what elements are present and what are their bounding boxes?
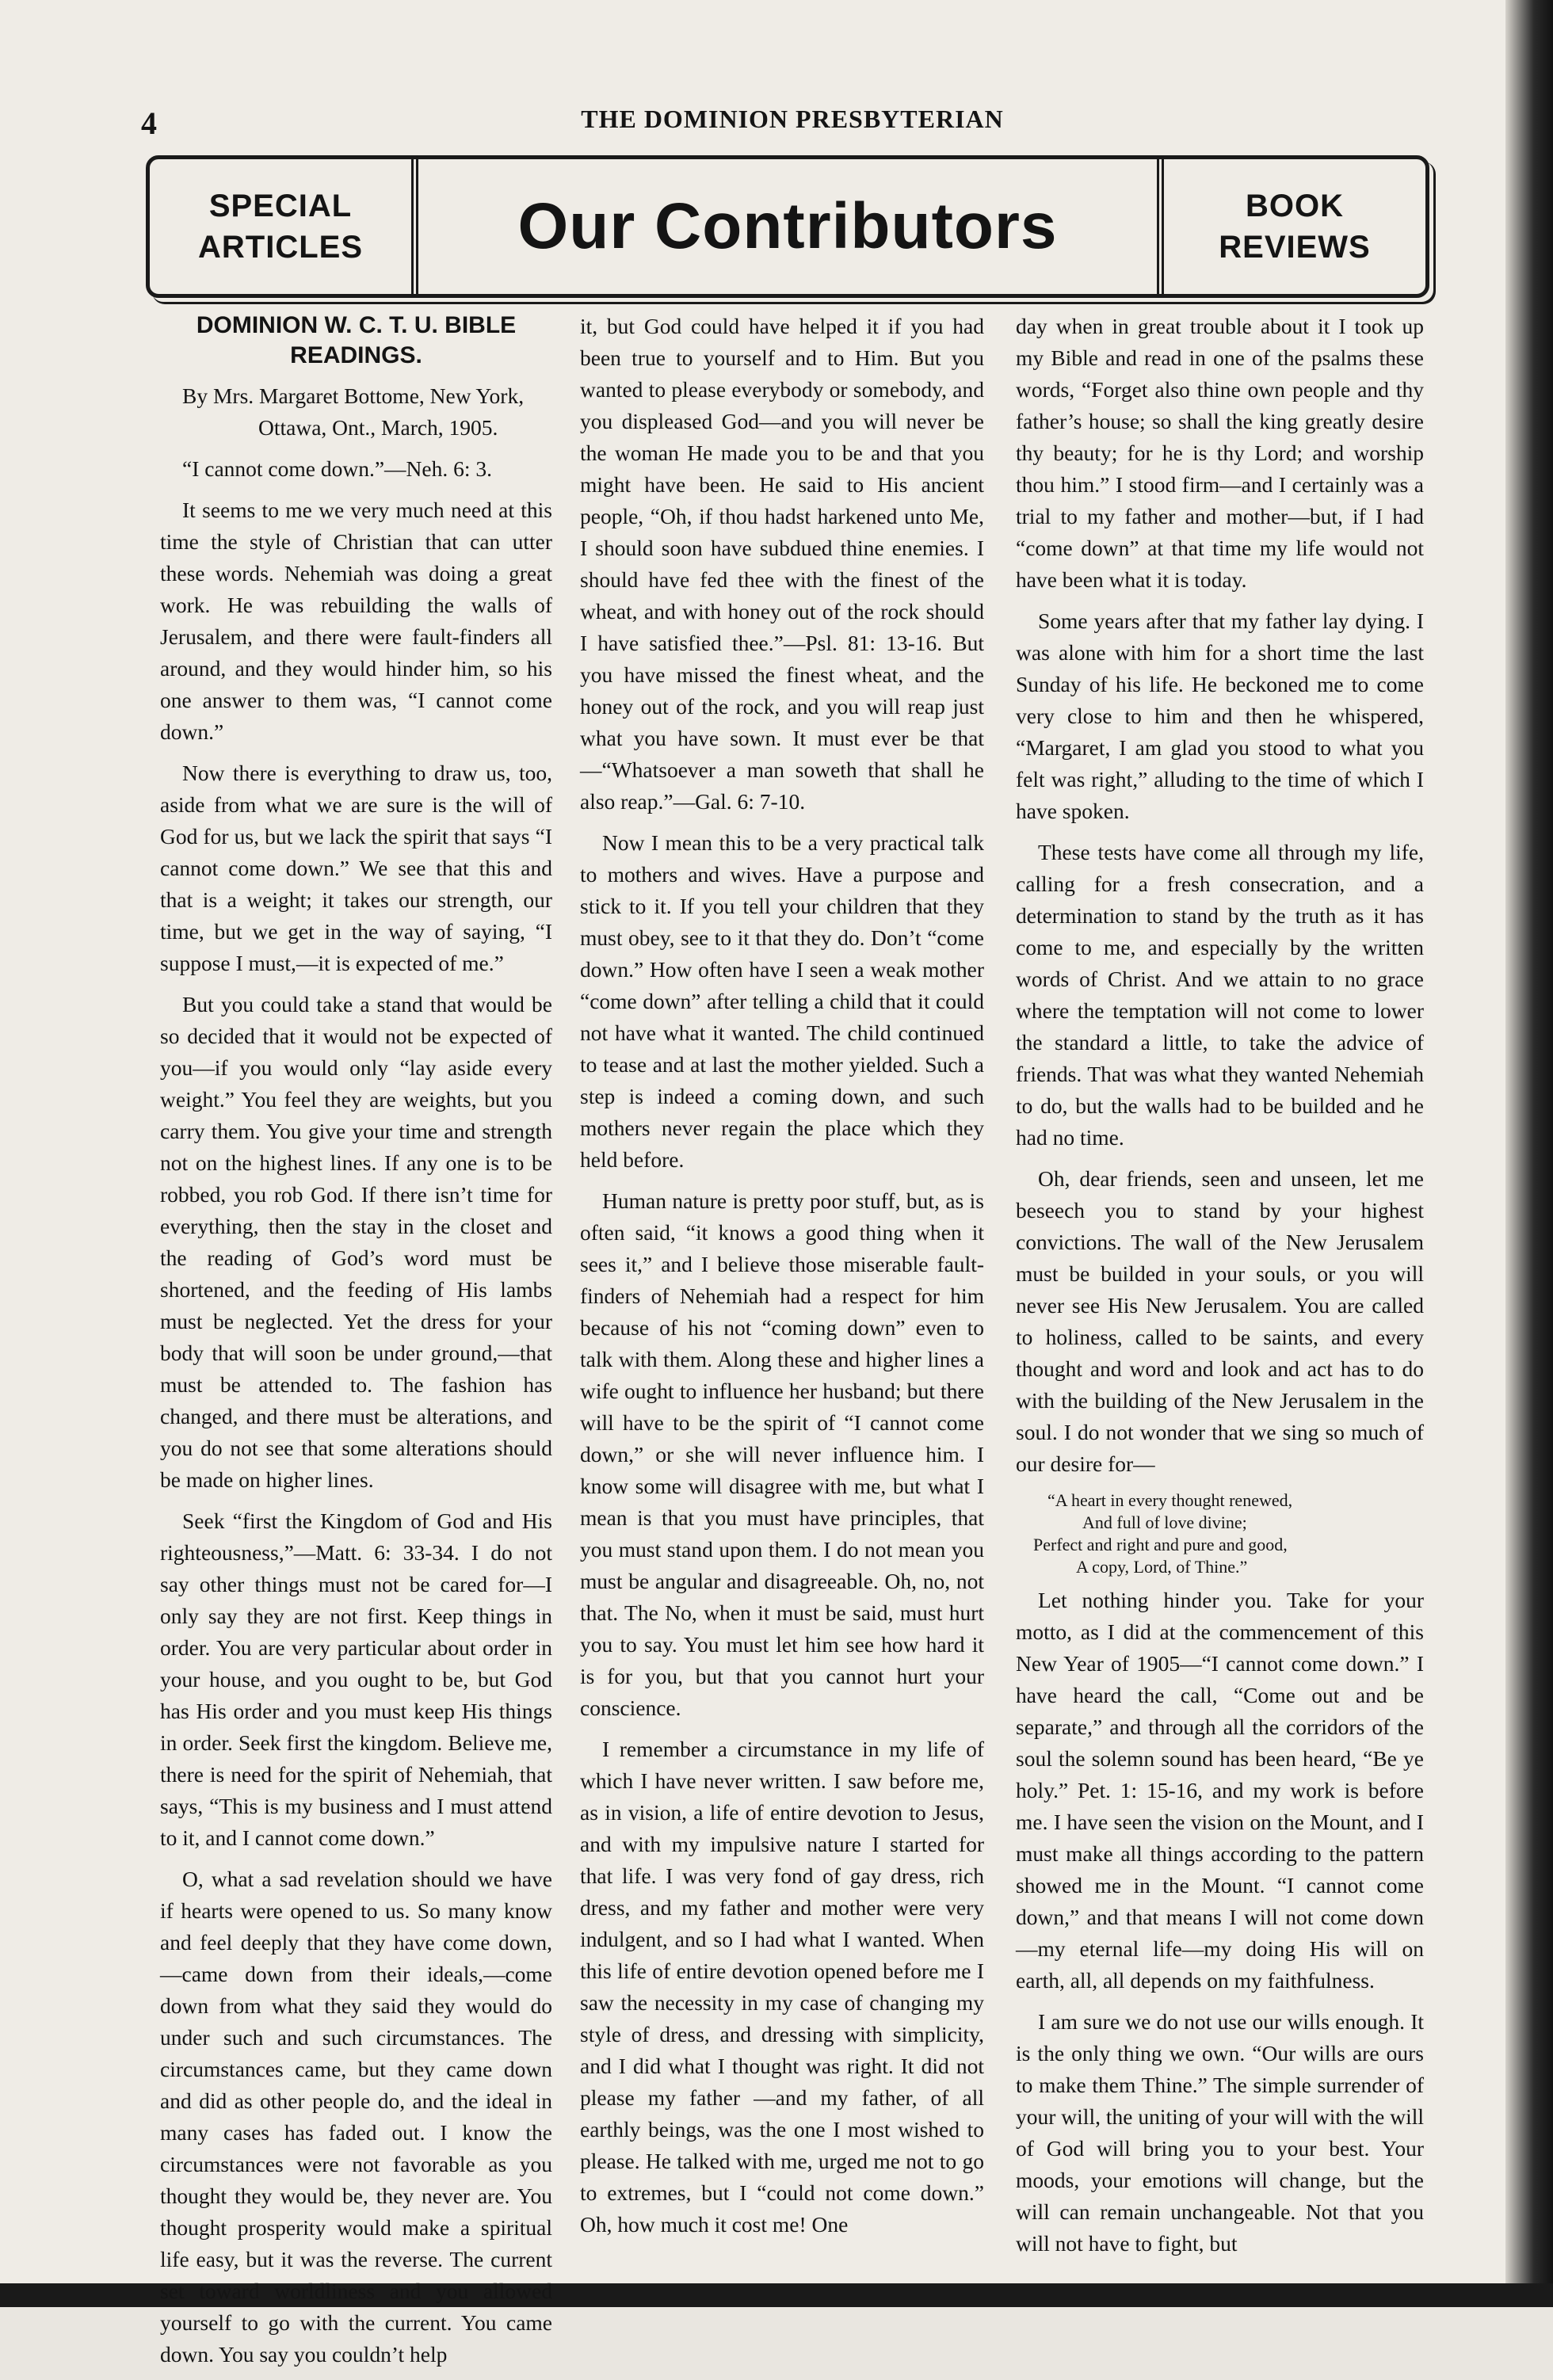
banner-title: Our Contributors — [517, 190, 1058, 262]
hymn-line: A copy, Lord, of Thine.” — [1076, 1557, 1248, 1577]
banner-right-line1: BOOK — [1245, 189, 1344, 223]
paragraph: I remember a circumstance in my life of which I have never written. I saw before me, as in vision, a life of entire devotion to Jesus, and with my impulsive nature I started for that life. I was very fond of gay dress, rich dress, and my father and mother were very indulgent, and so I had what I wanted. When this life of entire devotion opened before me I saw the necessity in my case of changing my style of dress, and dressing with simplicity, and I did what I thought was right. It did not please my father —and my father, of all earthly beings, was the one I most wished to please. He talked with me, urged me not to go to extremes, but I “could not come down.” Oh, how much it cost me! One — [580, 1737, 984, 2237]
paragraph: But you could take a stand that would be so decided that it would not be expected of you—if you would only “lay aside every weight.” You feel they are weights, but you carry them. You give your time and strength not on the highest lines. If any one is to be robbed, you rob God. If there isn’t time for everything, then the stay in the closet and the reading of God’s word must be shortened, and the feeding of His lambs must be neglected. Yet the dress for your body that will soon be under ground,—that must be attended to. The fashion has changed, and there must be alterations, and you do not see that some alterations should be made on higher lines. — [160, 992, 552, 1492]
banner-right-label — [1157, 159, 1425, 294]
article-column-1 — [160, 311, 552, 2380]
paragraph: Seek “first the Kingdom of God and His righteousness,”—Matt. 6: 33-34. I do not say other things must not be cared for—I only say they are not first. Keep things in order. You are very particular about order in your house, and you ought to be, but God has His order and you must keep His things in order. Seek first the kingdom. Believe me, there is need for the spirit of Nehemiah, that says, “This is my business and I must attend to it, and I cannot come down.” — [160, 1508, 552, 1850]
article-column-2 — [580, 311, 984, 2250]
banner-left-line2: ARTICLES — [198, 230, 363, 265]
banner-left-label — [150, 159, 418, 294]
paragraph: Human nature is pretty poor stuff, but, as is often said, “it knows a good thing when it sees it,” and I believe those miserable fault-finders of Nehemiah had a respect for him because of his not “coming down” even to talk with them. Along these and higher lines a wife ought to influence her husband; but there will have to be the spirit of “I cannot come down,” or she will never influence him. I know some will disagree with me, but what I mean is that you must have principles, that you must stand upon them. I do not mean you must be angular and disagreeable. Oh, no, not that. The No, when it must be said, must hurt you to say. You must let him see how hard it is for you, but that you cannot hurt your conscience. — [580, 1188, 984, 1720]
publication-title: THE DOMINION PRESBYTERIAN — [581, 105, 1004, 133]
scan-edge-right — [1505, 0, 1553, 2307]
paragraph: O, what a sad revelation should we have if hearts were opened to us. So many know and feel deeply that they have come down,—came down from their ideals,—come down from what they said they would do under such and such circumstances. The circumstances came, but they came down and did as other people do, and the ideal in many cases has faded out. I know the circumstances were not favorable as you thought they would be, they never are. You thought prosperity would make a spiritual life easy, but it was the reverse. The current set toward worldliness and you allowed yourself to go with the current. You came down. You say you couldn’t help — [160, 1867, 552, 2367]
paragraph: Now I mean this to be a very practical talk to mothers and wives. Have a purpose and stick to it. If you tell your children that they must obey, see to it that they do. Don’t “come down.” How often have I seen a weak mother “come down” after telling a child that it could not have what it wanted. The child continued to tease and at last the mother yielded. Such a step is indeed a coming down, and such mothers never regain the place which they held before. — [580, 830, 984, 1172]
paragraph: Let nothing hinder you. Take for your motto, as I did at the commencement of this New Year of 1905—“I cannot come down.” I have heard the call, “Come out and be separate,” and through all the corridors of the soul the solemn sound has been heard, “Be ye holy.” Pet. 1: 15-16, and my work is before me. I have seen the vision on the Mount, and I must make all things according to the pattern showed me in the Mount. “I cannot come down,” and that means I will not come down—my eternal life—my doing His will on earth, all, all depends on my faithfulness. — [1016, 1588, 1424, 1993]
section-banner — [146, 155, 1429, 298]
hymn-line: And full of love divine; — [1082, 1512, 1247, 1532]
paragraph: Oh, dear friends, seen and unseen, let me beseech you to stand by your highest convictions. The wall of the New Jerusalem must be builded in your souls, or you will never see His New Jerusalem. You are called to holiness, called to be saints, and every thought and word and look and act has to do with the building of the New Jerusalem in the soul. I do not wonder that we sing so much of our desire for— — [1016, 1166, 1424, 1476]
banner-right-line2: REVIEWS — [1219, 230, 1371, 265]
article-column-3 — [1016, 311, 1424, 2269]
byline-author: By Mrs. Margaret Bottome, New York, — [182, 383, 525, 408]
paragraph: It seems to me we very much need at this time the style of Christian that can utter these words. Nehemiah was doing a great work. He was rebuilding the walls of Jerusalem, and there were fault-finders all around, and they would hinder him, so his one answer to them was, “I cannot come down.” — [160, 498, 552, 744]
article-byline — [160, 380, 552, 444]
hymn-line: “A heart in every thought renewed, — [1047, 1490, 1293, 1510]
paragraph: Now there is everything to draw us, too, aside from what we are sure is the will of God for us, but we lack the spirit that says “I cannot come down.” We see that this and that is a weight; it takes our strength, our time, but we get in the way of saying, “I suppose I must,—it is expected of me.” — [160, 761, 552, 975]
hymn-line: Perfect and right and pure and good, — [1033, 1535, 1288, 1554]
paragraph: I am sure we do not use our wills enough. It is the only thing we own. “Our wills are ours to make them Thine.” The simple surrender of your will, the uniting of your will with the will of God will bring you to your best. Your moods, your emotions will change, but the will can remain unchangeable. Not that you will not have to fight, but — [1016, 2009, 1424, 2256]
paragraph: day when in great trouble about it I took up my Bible and read in one of the psalms these words, “Forget also thine own people and thy father’s house; so shall the king greatly desire thy beauty; for he is thy Lord; and worship thou him.” I stood firm—and I certainly was a trial to my father and mother—but, if I had “come down” at that time my life would not have been what it is today. — [1016, 314, 1424, 592]
paragraph: it, but God could have helped it if you had been true to yourself and to Him. But you wanted to please everybody or somebody, and you displeased God—and you will never be the woman He made you to be and that you might have been. He said to His ancient people, “Oh, if thou hadst harkened unto Me, I should soon have subdued thine enemies. I should have fed thee with the finest of the wheat, and with honey out of the rock should I have satisfied thee.”—Psl. 81: 13-16. But you have missed the finest wheat, and the honey out of the rock, and you will reap just what you have sown. It must ever be that—“Whatsoever a man soweth that shall he also reap.”—Gal. 6: 7-10. — [580, 314, 984, 814]
byline-place-date: Ottawa, Ont., March, 1905. — [258, 415, 498, 440]
paragraph: These tests have come all through my life, calling for a fresh consecration, and a determination to stand by the truth as it has come to me, and especially by the written words of Christ. And we attain to no grace where the temptation will not come to lower the standard a little, to take the advice of friends. That was what they wanted Nehemiah to do, but the walls had to be builded and he had no time. — [1016, 840, 1424, 1150]
page-number: 4 — [141, 105, 157, 141]
banner-left-line1: SPECIAL — [208, 189, 353, 223]
paragraph: Some years after that my father lay dying. I was alone with him for a short time the last Sunday of his life. He beckoned me to come very close to him and then he whispered, “Margaret, I am glad you stood to what you felt was right,” alluding to the time of which I have spoken. — [1016, 608, 1424, 823]
paragraph: “I cannot come down.”—Neh. 6: 3. — [182, 456, 492, 481]
article-title: DOMINION W. C. T. U. BIBLE READINGS. — [196, 312, 517, 368]
hymn-quote — [1016, 1489, 1424, 1578]
